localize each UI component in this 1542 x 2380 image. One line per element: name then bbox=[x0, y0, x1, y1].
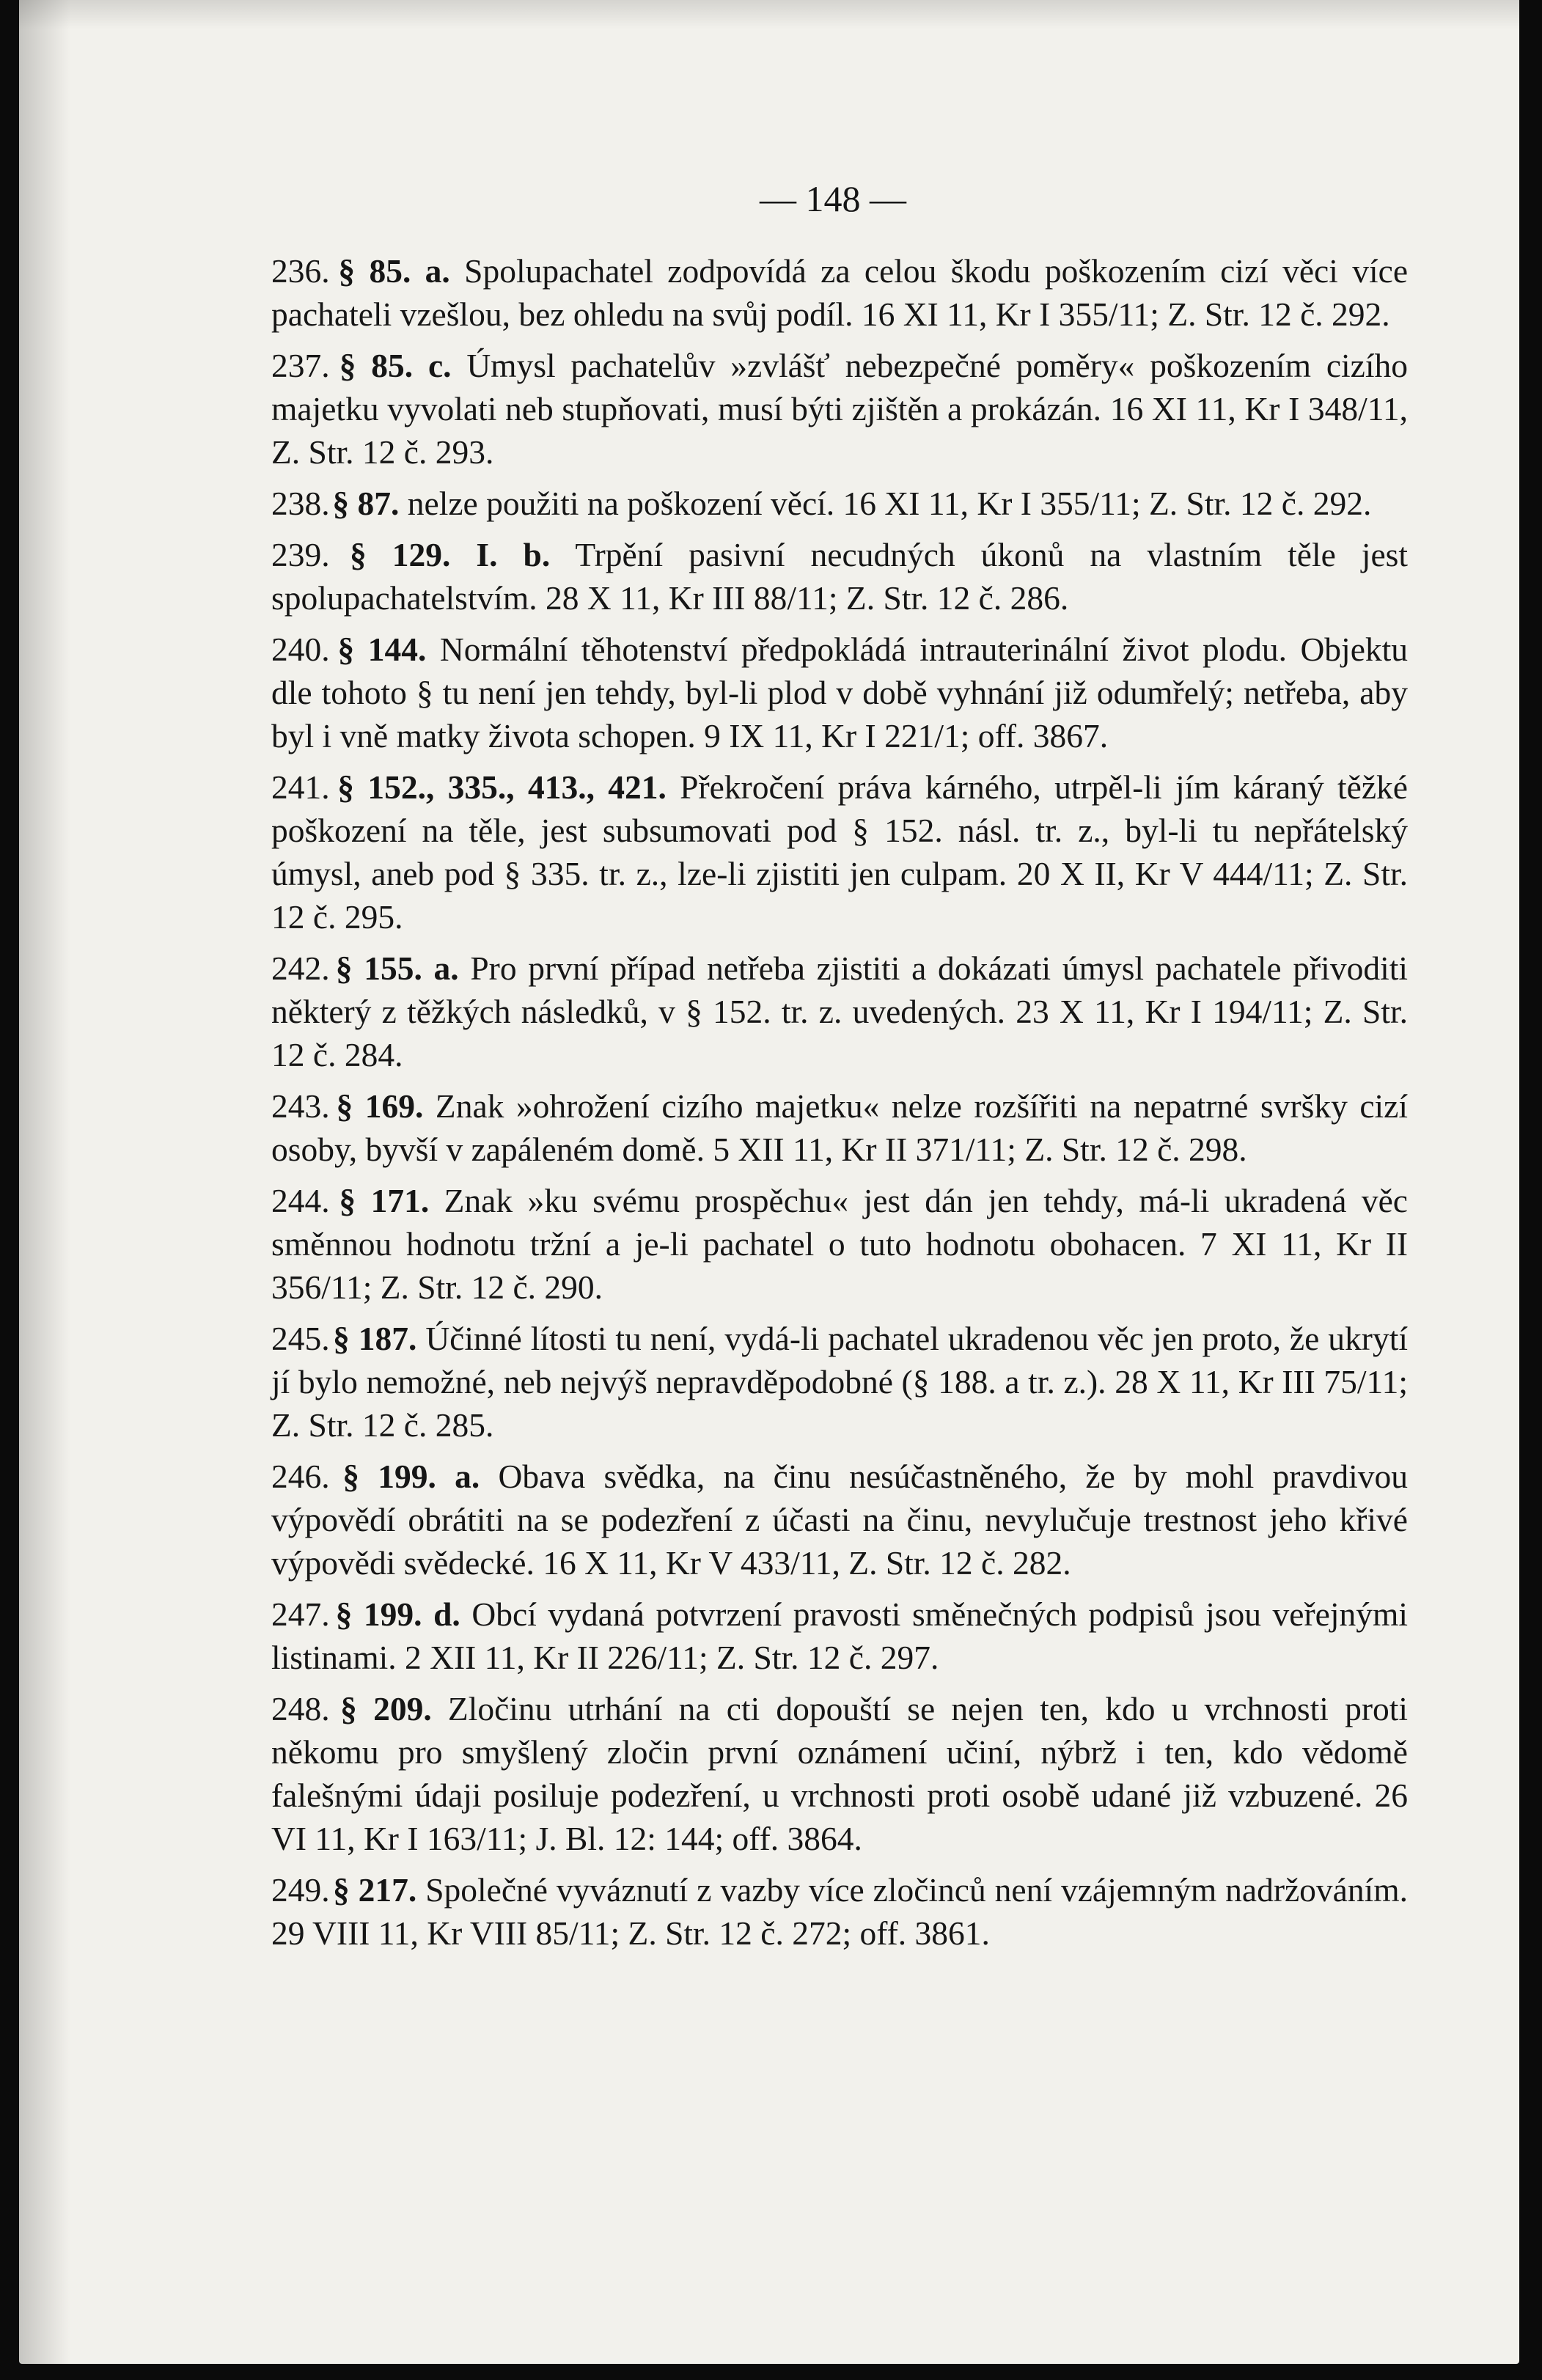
entry-section: § 87. bbox=[332, 485, 400, 522]
entry-number: 244. bbox=[271, 1182, 330, 1219]
entry-text: Obcí vydaná potvrzení pravosti směnečných podpisů jsou veřejnými listinami. 2 XII 11, Kr II 226/11; Z. Str. 12 č. 297. bbox=[271, 1595, 1409, 1676]
entry-number: 248. bbox=[271, 1690, 330, 1727]
entry-text: Zločinu utrhání na cti dopouští se nejen ten, kdo u vrchnosti proti někomu pro smyšlený zločin první oznámení učiní, nýbrž i ten, kdo vědomě falešnými údaji posiluje podezření, u vrchnosti proti osobě udané již vzbuzené. 26 VI 11, Kr I 163/11; J. Bl. 12: 144; off. 3864. bbox=[271, 1690, 1408, 1857]
entry-section: § 209. bbox=[340, 1690, 432, 1727]
entry-text: Obava svědka, na činu nesúčastněného, že by mohl pravdivou výpovědí obrátiti na se podezření z účasti na činu, nevylučuje trestnost jeho křivé výpovědi svědecké. 16 X 11, Kr V 433/11, Z. Str. 12 č. 282. bbox=[271, 1458, 1409, 1582]
entry-247 bbox=[271, 1593, 1408, 1679]
entry-section: § 155. a. bbox=[335, 950, 459, 987]
entries-list bbox=[271, 249, 1408, 1963]
entry-number: 247. bbox=[271, 1595, 330, 1633]
entry-section: § 217. bbox=[332, 1871, 417, 1909]
entry-number: 245. bbox=[271, 1320, 330, 1357]
entry-section: § 187. bbox=[332, 1320, 417, 1357]
entry-section: § 171. bbox=[339, 1182, 430, 1219]
entry-number: 236. bbox=[271, 252, 330, 290]
entry-number: 249. bbox=[271, 1871, 330, 1909]
entry-text: Znak »ku svému prospěchu« jest dán jen tehdy, má-li ukradená věc směnnou hodnotu tržní a je-li pachatel o tuto hodnotu obohacen. 7 XI 11, Kr II 356/11; Z. Str. 12 č. 290. bbox=[271, 1182, 1408, 1306]
page-top-shadow bbox=[19, 0, 1519, 29]
entry-text: Účinné lítosti tu není, vydá-li pachatel ukradenou věc jen proto, že ukrytí jí bylo nemožné, neb nejvýš nepravděpodobné (§ 188. a tr. z.). 28 X 11, Kr III 75/11; Z. Str. 12 č. 285. bbox=[271, 1320, 1408, 1444]
entry-244 bbox=[271, 1179, 1408, 1309]
entry-249 bbox=[271, 1868, 1408, 1955]
entry-number: 240. bbox=[271, 631, 330, 668]
entry-number: 246. bbox=[271, 1458, 330, 1495]
page-number: — 148 — bbox=[760, 178, 906, 219]
entry-text: Spolupachatel zodpovídá za celou škodu poškozením cizí věci více pachateli vzešlou, bez ohledu na svůj podíl. 16 XI 11, Kr I 355/11; Z. Str. 12 č. 292. bbox=[271, 252, 1409, 333]
entry-section: § 129. I. b. bbox=[350, 536, 551, 573]
entry-section: § 85. c. bbox=[339, 347, 452, 384]
entry-number: 243. bbox=[271, 1087, 330, 1125]
entry-section: § 144. bbox=[337, 631, 427, 668]
entry-text: Překročení práva kárného, utrpěl-li jím káraný těžké poškození na těle, jest subsumovati pod § 152. násl. tr. z., byl-li tu nepřátelský úmysl, aneb pod § 335. tr. z., lze-li zjistiti jen culpam. 20 X II, Kr V 444/11; Z. Str. 12 č. 295. bbox=[271, 768, 1408, 936]
entry-text: Úmysl pachatelův »zvlášť nebezpečné poměry« poškozením cizího majetku vyvolati neb stupňovati, musí býti zjištěn a prokázán. 16 XI 11, Kr I 348/11, Z. Str. 12 č. 293. bbox=[271, 347, 1409, 471]
entry-245 bbox=[271, 1317, 1408, 1447]
entry-number: 242. bbox=[271, 950, 330, 987]
entry-236 bbox=[271, 249, 1408, 336]
entry-240 bbox=[271, 628, 1408, 757]
entry-section: § 199. d. bbox=[335, 1595, 460, 1633]
entry-section: § 152., 335., 413., 421. bbox=[337, 768, 667, 806]
entry-section: § 199. a. bbox=[342, 1458, 480, 1495]
entry-section: § 85. a. bbox=[338, 252, 450, 290]
entry-number: 239. bbox=[271, 536, 330, 573]
entry-text: Pro první případ netřeba zjistiti a dokázati úmysl pachatele přivoditi některý z těžkých následků, v § 152. tr. z. uvedených. 23 X 11, Kr I 194/11; Z. Str. 12 č. 284. bbox=[271, 950, 1408, 1073]
entry-243 bbox=[271, 1084, 1408, 1171]
entry-246 bbox=[271, 1455, 1408, 1584]
entry-text: Trpění pasivní necudných úkonů na vlastním těle jest spolupachatelstvím. 28 X 11, Kr III 88/11; Z. Str. 12 č. 286. bbox=[271, 536, 1408, 617]
entry-text: Společné vyváznutí z vazby více zločinců není vzájemným nadržováním. 29 VIII 11, Kr VIII 85/11; Z. Str. 12 č. 272; off. 3861. bbox=[271, 1871, 1409, 1952]
book-page bbox=[19, 0, 1519, 2364]
entry-237 bbox=[271, 344, 1408, 474]
entry-238 bbox=[271, 482, 1408, 525]
entry-248 bbox=[271, 1687, 1408, 1860]
entry-242 bbox=[271, 947, 1408, 1076]
entry-number: 241. bbox=[271, 768, 330, 806]
entry-text: Znak »ohrožení cizího majetku« nelze rozšířiti na nepatrné svršky cizí osoby, byvší v zapáleném domě. 5 XII 11, Kr II 371/11; Z. Str. 12 č. 298. bbox=[271, 1087, 1409, 1168]
entry-text: Normální těhotenství předpokládá intrauterinální život plodu. Objektu dle tohoto § tu není jen tehdy, byl-li plod v době vyhnání již odumřelý; netřeba, aby byl i vně matky života schopen. 9 IX 11, Kr I 221/1; off. 3867. bbox=[271, 631, 1409, 754]
entry-241 bbox=[271, 765, 1408, 939]
entry-number: 237. bbox=[271, 347, 330, 384]
entry-section: § 169. bbox=[336, 1087, 424, 1125]
entry-text: nelze použiti na poškození věcí. 16 XI 11, Kr I 355/11; Z. Str. 12 č. 292. bbox=[407, 485, 1372, 522]
entry-239 bbox=[271, 533, 1408, 620]
page-gutter-shadow bbox=[19, 0, 70, 2364]
entry-number: 238. bbox=[271, 485, 330, 522]
